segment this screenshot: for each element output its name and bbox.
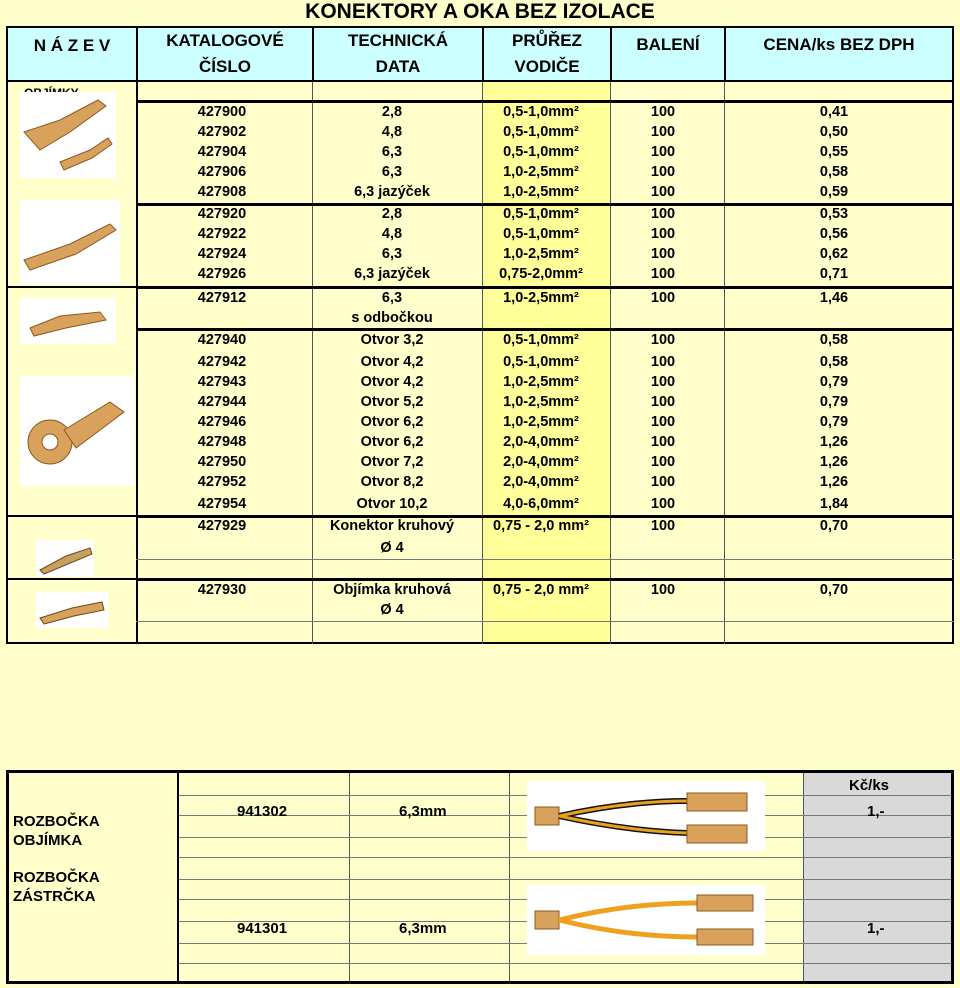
cell-prurez: 0,75 - 2,0 mm² — [493, 518, 589, 534]
cell-tech: 4,8 — [381, 226, 403, 242]
female-connector-icon — [20, 92, 116, 178]
cell-tech: 6,3 jazýček — [354, 266, 430, 282]
table-row — [136, 162, 948, 182]
round-connector-icon — [36, 540, 94, 576]
cell-bal: 100 — [650, 164, 676, 180]
cell-cat: 427942 — [197, 354, 247, 370]
b-vline-3 — [509, 773, 510, 981]
table-row — [136, 102, 948, 122]
header-nazev — [6, 26, 138, 82]
cell-cat: 427912 — [197, 290, 247, 306]
table-row — [136, 244, 948, 264]
cell-cena: 0,79 — [819, 374, 849, 390]
cell-bal: 100 — [650, 374, 676, 390]
cell-tech: 2,8 — [381, 206, 403, 222]
item1-cat: 941302 — [237, 803, 288, 820]
cell-cat: 427924 — [197, 246, 247, 262]
cell-prurez: 1,0-2,5mm² — [503, 184, 579, 200]
table-row — [136, 182, 948, 202]
b-vline-2 — [349, 773, 350, 981]
cell-cena: 0,55 — [819, 144, 849, 160]
header-tech-1: TECHNICKÁ — [347, 31, 449, 50]
cell-bal: 100 — [650, 124, 676, 140]
cell-tech: Otvor 6,2 — [360, 414, 424, 430]
cell-cena: 0,56 — [819, 226, 849, 242]
header-baleni-text: BALENÍ — [636, 35, 700, 54]
cell-tech: 6,3 — [381, 144, 403, 160]
header-prurez — [482, 26, 612, 82]
rozbocka-zastrcka-1: ROZBOČKA — [13, 869, 100, 886]
cell-tech: Konektor kruhový — [329, 518, 455, 534]
cell-cena: 0,70 — [819, 518, 849, 534]
item2-cat: 941301 — [237, 920, 288, 937]
cell-cat: 427952 — [197, 474, 247, 490]
header-cena — [724, 26, 954, 82]
cell-tech: Objímka kruhová — [333, 582, 451, 598]
cell-prurez: 1,0-2,5mm² — [503, 246, 579, 262]
cell-bal: 100 — [650, 104, 676, 120]
cell-tech: Otvor 4,2 — [360, 354, 424, 370]
cell-cat: 427929 — [197, 518, 247, 534]
table-row — [136, 392, 948, 412]
table-row — [136, 580, 948, 600]
cell-bal: 100 — [650, 496, 676, 512]
cell-cena: 1,26 — [819, 454, 849, 470]
rozbocka-objimka-2: OBJÍMKA — [13, 832, 83, 849]
cell-bal: 100 — [650, 226, 676, 242]
cell-bal: 100 — [650, 246, 676, 262]
table-row — [136, 494, 948, 514]
cell-prurez: 2,0-4,0mm² — [503, 474, 579, 490]
cell-prurez: 0,5-1,0mm² — [503, 104, 579, 120]
cell-prurez: 1,0-2,5mm² — [503, 394, 579, 410]
header-prurez-1: PRŮŘEZ — [512, 31, 582, 50]
page-title: KONEKTORY A OKA BEZ IZOLACE — [305, 0, 655, 23]
cell-prurez: 0,75 - 2,0 mm² — [493, 582, 589, 598]
cell-bal: 100 — [650, 206, 676, 222]
cell-prurez: 0,5-1,0mm² — [503, 144, 579, 160]
table-row — [136, 308, 948, 328]
cell-cat: 427954 — [197, 496, 247, 512]
cell-bal: 100 — [650, 354, 676, 370]
cell-bal: 100 — [650, 266, 676, 282]
cell-prurez: 1,0-2,5mm² — [503, 290, 579, 306]
cell-bal: 100 — [650, 290, 676, 306]
cell-tech: 2,8 — [381, 104, 403, 120]
cell-prurez: 2,0-4,0mm² — [503, 434, 579, 450]
cell-tech: 6,3 jazýček — [354, 184, 430, 200]
round-sleeve-icon — [36, 592, 108, 628]
cell-cena: 0,62 — [819, 246, 849, 262]
table-row — [136, 264, 948, 284]
cell-tech: Otvor 10,2 — [356, 496, 428, 512]
table-row — [136, 538, 948, 558]
b-vline-1 — [177, 773, 179, 981]
cell-cena: 0,58 — [819, 354, 849, 370]
cell-cat: 427930 — [197, 582, 247, 598]
cell-prurez: 4,0-6,0mm² — [503, 496, 579, 512]
cell-bal: 100 — [650, 332, 676, 348]
left-sep-1 — [6, 286, 136, 288]
header-nazev-text: N Á Z E V — [33, 36, 111, 55]
cell-prurez: 1,0-2,5mm² — [503, 164, 579, 180]
header-tech — [312, 26, 484, 82]
cell-cat: 427926 — [197, 266, 247, 282]
cell-cena: 0,53 — [819, 206, 849, 222]
cell-tech: Otvor 3,2 — [360, 332, 424, 348]
splitter-female-icon — [527, 781, 765, 851]
table-row — [136, 516, 948, 536]
cell-tech: Otvor 7,2 — [360, 454, 424, 470]
cell-bal: 100 — [650, 414, 676, 430]
cell-cena: 1,46 — [819, 290, 849, 306]
cell-tech: Otvor 4,2 — [360, 374, 424, 390]
table-row — [136, 472, 948, 492]
bottom-grid-line — [179, 879, 951, 880]
bottom-grid-line — [179, 857, 951, 858]
cell-bal: 100 — [650, 434, 676, 450]
cell-cena: 1,26 — [819, 474, 849, 490]
table-row — [136, 372, 948, 392]
cell-bal: 100 — [650, 518, 676, 534]
header-katalog — [136, 26, 314, 82]
branch-connector-icon — [20, 298, 116, 344]
cell-bal: 100 — [650, 144, 676, 160]
left-sep-3 — [6, 578, 136, 580]
cell-tech: Otvor 5,2 — [360, 394, 424, 410]
cell-bal: 100 — [650, 184, 676, 200]
cell-cat: 427900 — [197, 104, 247, 120]
cell-cena: 0,58 — [819, 164, 849, 180]
cell-tech: 6,3 — [381, 290, 403, 306]
cell-tech: 4,8 — [381, 124, 403, 140]
table-row — [136, 122, 948, 142]
cell-bal: 100 — [650, 394, 676, 410]
cell-cena: 0,59 — [819, 184, 849, 200]
cell-cena: 0,58 — [819, 332, 849, 348]
table-row — [136, 432, 948, 452]
header-katalog-2: ČÍSLO — [199, 57, 251, 76]
b-vline-4 — [803, 773, 804, 981]
cell-cena: 1,84 — [819, 496, 849, 512]
cell-bal: 100 — [650, 474, 676, 490]
header-katalog-1: KATALOGOVÉ — [166, 31, 284, 50]
table-row — [136, 204, 948, 224]
cell-cena: 0,41 — [819, 104, 849, 120]
rozbocka-zastrcka-2: ZÁSTRČKA — [13, 888, 96, 905]
cell-cena: 0,79 — [819, 414, 849, 430]
cell-prurez: 0,75-2,0mm² — [499, 266, 583, 282]
item2-price: 1,- — [867, 920, 885, 937]
male-connector-icon — [20, 200, 120, 284]
cell-tech: 6,3 — [381, 246, 403, 262]
cell-cat: 427906 — [197, 164, 247, 180]
cell-prurez: 0,5-1,0mm² — [503, 124, 579, 140]
cell-cena: 1,26 — [819, 434, 849, 450]
item1-tech: 6,3mm — [399, 803, 447, 820]
cell-tech: Otvor 8,2 — [360, 474, 424, 490]
cell-tech: s odbočkou — [351, 310, 433, 326]
table-row — [136, 352, 948, 372]
cell-cat: 427908 — [197, 184, 247, 200]
cell-prurez: 0,5-1,0mm² — [503, 354, 579, 370]
table-row — [136, 142, 948, 162]
cell-cat: 427950 — [197, 454, 247, 470]
thin-1 — [136, 559, 954, 560]
header-prurez-2: VODIČE — [514, 57, 580, 76]
header-cena-text: CENA/ks BEZ DPH — [763, 35, 915, 54]
cell-cat: 427904 — [197, 144, 247, 160]
cell-cat: 427944 — [197, 394, 247, 410]
splitter-male-icon — [527, 885, 765, 955]
header-tech-2: DATA — [375, 57, 421, 76]
cell-tech: Ø 4 — [380, 602, 404, 618]
cell-prurez: 0,5-1,0mm² — [503, 332, 579, 348]
cell-prurez: 2,0-4,0mm² — [503, 454, 579, 470]
table-row — [136, 224, 948, 244]
table-row — [136, 452, 948, 472]
cell-prurez: 1,0-2,5mm² — [503, 374, 579, 390]
cell-tech: 6,3 — [381, 164, 403, 180]
cell-prurez: 0,5-1,0mm² — [503, 206, 579, 222]
cell-cat: 427940 — [197, 332, 247, 348]
bottom-table — [6, 770, 954, 984]
thin-2 — [136, 621, 954, 622]
cell-cat: 427902 — [197, 124, 247, 140]
cell-cat: 427920 — [197, 206, 247, 222]
cell-cena: 0,71 — [819, 266, 849, 282]
cell-cat: 427943 — [197, 374, 247, 390]
cell-cena: 0,79 — [819, 394, 849, 410]
item2-tech: 6,3mm — [399, 920, 447, 937]
bottom-grid-line — [179, 963, 951, 964]
cell-tech: Otvor 6,2 — [360, 434, 424, 450]
table-row — [136, 288, 948, 308]
table-row — [136, 330, 948, 350]
table-row — [136, 412, 948, 432]
cell-cena: 0,50 — [819, 124, 849, 140]
cell-cena: 0,70 — [819, 582, 849, 598]
ring-terminal-icon — [20, 376, 134, 486]
cell-prurez: 0,5-1,0mm² — [503, 226, 579, 242]
kc-ks-label: Kč/ks — [849, 777, 890, 794]
cell-bal: 100 — [650, 454, 676, 470]
rozbocka-objimka-1: ROZBOČKA — [13, 813, 100, 830]
header-baleni — [610, 26, 726, 82]
cell-tech: Ø 4 — [380, 540, 404, 556]
item1-price: 1,- — [867, 803, 885, 820]
cell-cat: 427948 — [197, 434, 247, 450]
cell-cat: 427946 — [197, 414, 247, 430]
table-row — [136, 600, 948, 620]
cell-prurez: 1,0-2,5mm² — [503, 414, 579, 430]
left-sep-2 — [6, 515, 136, 517]
cell-bal: 100 — [650, 582, 676, 598]
cell-cat: 427922 — [197, 226, 247, 242]
